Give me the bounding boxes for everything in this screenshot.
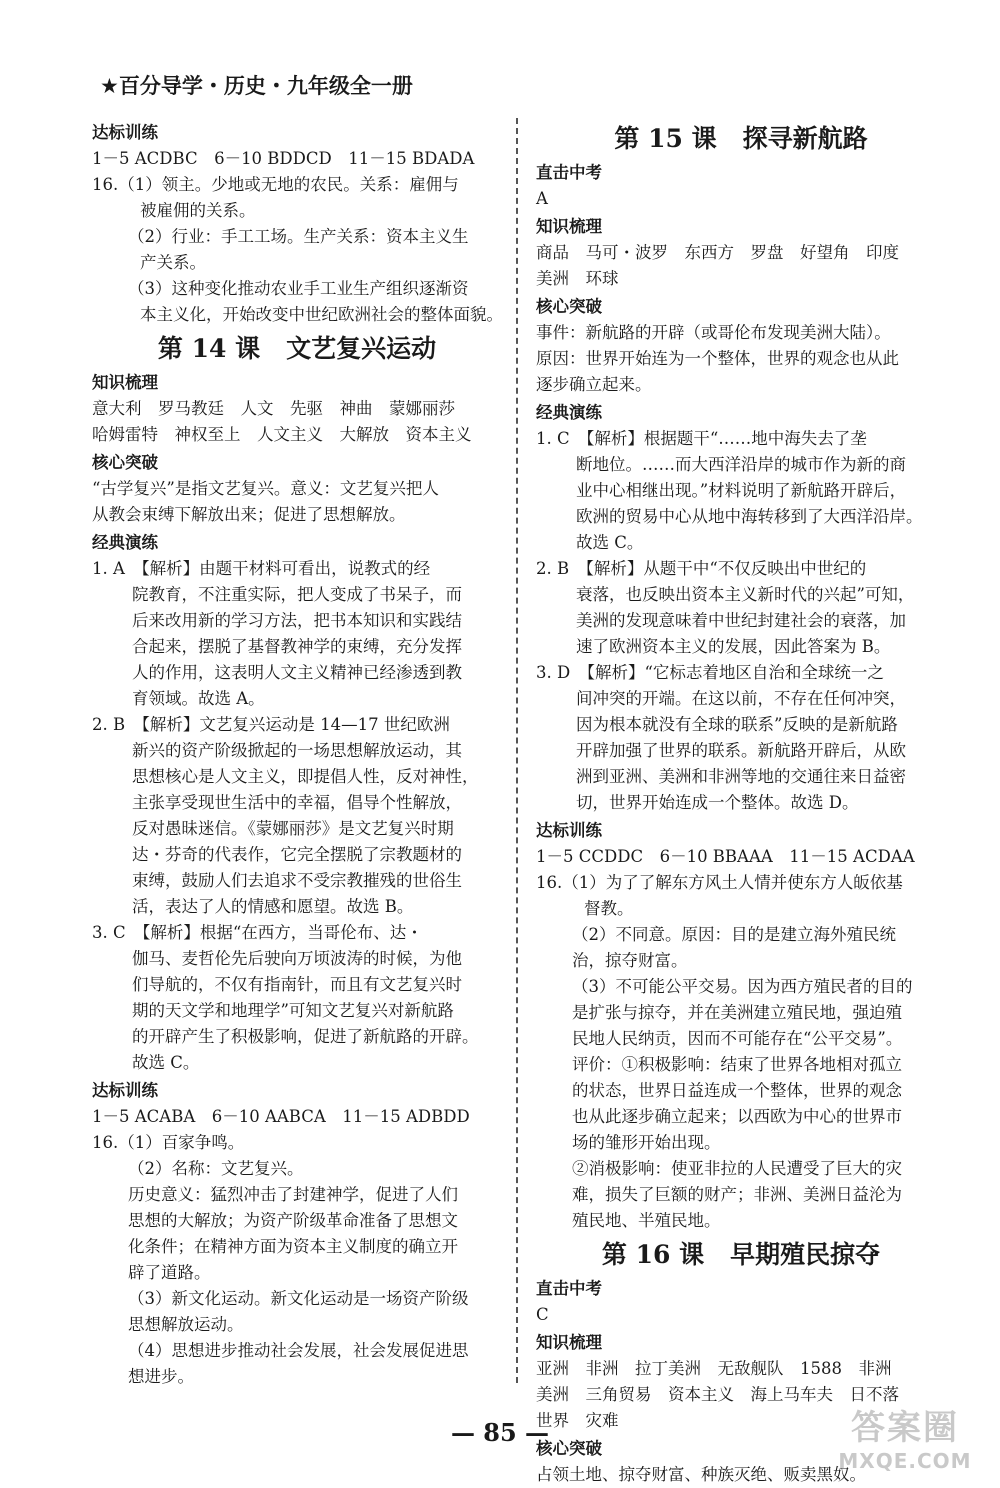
answer-line: 洲到亚洲、美洲和非洲等地的交通往来日益密 [576,767,906,786]
answer-line: 美洲 三角贸易 资本主义 海上马车夫 日不落 [536,1385,899,1404]
answer-line: 的状态，世界日益连成一个整体，世界的观念 [572,1081,902,1100]
answer-line: 1－5 ACABA 6－10 AABCA 11－15 ADBDD [92,1107,470,1126]
answer-line: 衰落，也反映出资本主义新时代的兴起”可知， [576,585,915,604]
answer-line: （4）思想进步推动社会发展，社会发展促进思 [128,1341,469,1360]
answer-line: A [536,189,548,208]
answer-line: 故选 C。 [132,1053,200,1072]
answer-line: 逐步确立起来。 [536,375,652,394]
answer-line: 院教育，不注重实际，把人变成了书呆子，而 [132,585,462,604]
answer-line: 后来改用新的学习方法，把书本知识和实践结 [132,611,462,630]
watermark-top: 答案圈 [851,1408,959,1448]
answer-line: 间冲突的开端。在这以前，不存在任何冲突， [576,689,906,708]
answer-line: 亚洲 非洲 拉丁美洲 无敌舰队 1588 非洲 [536,1359,892,1378]
answer-line: 欧洲的贸易中心从地中海转移到了大西洋沿岸。 [576,507,923,526]
lesson-name: 早期殖民掠夺 [730,1240,881,1269]
answer-line: 场的雏形开始出现。 [572,1133,721,1152]
watermark-logo [820,1400,990,1472]
answer-line: 2. B 【解析】文艺复兴运动是 14—17 世纪欧洲 [92,715,450,734]
answer-line: 伽马、麦哲伦先后驶向万顷波涛的时候，为他 [132,949,462,968]
answer-line: 化条件；在精神方面为资本主义制度的确立开 [128,1237,458,1256]
answer-line: 哈姆雷特 神权至上 人文主义 大解放 资本主义 [92,425,472,444]
page-number: — 85 — [450,1418,550,1447]
right-column [536,118,946,1488]
section-heading: 知识梳理 [536,217,602,236]
answer-line: 反对愚昧迷信。《蒙娜丽莎》是文艺复兴时期 [132,819,454,838]
answer-line: 1. C 【解析】根据题干“……地中海失去了垄 [536,429,867,448]
answer-line: 开辟加强了世界的联系。新航路开辟后，从欧 [576,741,906,760]
answer-line: 故选 C。 [576,533,644,552]
section-heading: 知识梳理 [536,1333,602,1352]
answer-line: 商品 马可・波罗 东西方 罗盘 好望角 印度 [536,243,899,262]
answer-line: 切，世界开始连成一个整体。故选 D。 [576,793,859,812]
section-heading: 达标训练 [536,821,602,840]
answer-line: ②消极影响：使亚非拉的人民遭受了巨大的灾 [572,1159,902,1178]
answer-line: 督教。 [584,899,634,918]
answer-line: 民地人民纳贡，因而不可能存在“公平交易”。 [572,1029,903,1048]
left-column [92,118,502,1390]
lesson-title [536,120,946,158]
answer-line: （3）不可能公平交易。因为西方殖民者的目的 [572,977,913,996]
answer-line: 原因：世界开始连为一个整体，世界的观念也从此 [536,349,899,368]
answer-line: 是扩张与掠夺，并在美洲建立殖民地，强迫殖 [572,1003,902,1022]
answer-line: 美洲的发现意味着中世纪封建社会的衰落，加 [576,611,906,630]
answer-line: 因为根本就没有全球的联系”反映的是新航路 [576,715,898,734]
answer-line: 历史意义：猛烈冲击了封建神学，促进了人们 [128,1185,458,1204]
answer-line: 治，掠夺财富。 [572,951,688,970]
answer-line: 们导航的，不仅有指南针，而且有文艺复兴时 [132,975,462,994]
answer-line: 16.（1）为了了解东方风土人情并使东方人皈依基 [536,873,903,892]
answer-line: 新兴的资产阶级掀起的一场思想解放运动，其 [132,741,462,760]
answer-line: 思想解放运动。 [128,1315,244,1334]
answer-line: 业中心相继出现。”材料说明了新航路开辟后， [576,481,907,500]
lesson-number: 第 14 课 [157,334,261,363]
answer-line: 活，表达了人的情感和愿望。故选 B。 [132,897,414,916]
answer-line: 世界 灾难 [536,1411,619,1430]
answer-line: 主张享受现世生活中的幸福，倡导个性解放， [132,793,462,812]
lesson-title [536,1236,946,1274]
answer-line: 占领土地、掠夺财富、种族灭绝、贩卖黑奴。 [536,1465,866,1484]
section-heading: 达标训练 [92,123,158,142]
answer-line: 殖民地、半殖民地。 [572,1211,721,1230]
section-heading: 经典演练 [92,533,158,552]
section-heading: 直击中考 [536,1279,602,1298]
book-header: ★百分导学・历史・九年级全一册 [100,74,413,98]
answer-line: 束缚，鼓励人们去追求不受宗教摧残的世俗生 [132,871,462,890]
lesson-name: 探寻新航路 [742,124,868,153]
section-heading: 核心突破 [92,453,158,472]
answer-line: 辟了道路。 [128,1263,211,1282]
answer-line: 产关系。 [140,253,206,272]
answer-line: 的开辟产生了积极影响，促进了新航路的开辟。 [132,1027,479,1046]
lesson-number: 第 16 课 [601,1240,705,1269]
answer-line: 被雇佣的关系。 [140,201,256,220]
answer-line: 达・芬奇的代表作，它完全摆脱了宗教题材的 [132,845,462,864]
section-heading: 核心突破 [536,1439,602,1458]
section-heading: 知识梳理 [92,373,158,392]
answer-line: 人的作用，这表明人文主义精神已经渗透到教 [132,663,462,682]
answer-line: 合起来，摆脱了基督教神学的束缚，充分发挥 [132,637,462,656]
lesson-number: 第 15 课 [614,124,717,153]
answer-line: 育领域。故选 A。 [132,689,265,708]
answer-line: 1－5 CCDDC 6－10 BBAAA 11－15 ACDAA [536,847,915,866]
lesson-name: 文艺复兴运动 [286,334,437,363]
answer-line: （2）名称：文艺复兴。 [128,1159,304,1178]
answer-line: 美洲 环球 [536,269,619,288]
section-heading: 核心突破 [536,297,602,316]
lesson-title [92,330,502,368]
answer-line: 3. D 【解析】“它标志着地区自治和全球统一之 [536,663,884,682]
answer-line: 评价：①积极影响：结束了世界各地相对孤立 [572,1055,902,1074]
answer-line: （3）新文化运动。新文化运动是一场资产阶级 [128,1289,469,1308]
answer-line: 事件：新航路的开辟（或哥伦布发现美洲大陆）。 [536,323,891,342]
answer-line: “古学复兴”是指文艺复兴。意义：文艺复兴把人 [92,479,439,498]
answer-line: 期的天文学和地理学”可知文艺复兴对新航路 [132,1001,454,1020]
answer-line: C [536,1305,549,1324]
answer-line: 想进步。 [128,1367,194,1386]
section-heading: 直击中考 [536,163,602,182]
answer-line: 从教会束缚下解放出来；促进了思想解放。 [92,505,406,524]
answer-line: 思想的大解放；为资产阶级革命准备了思想文 [128,1211,458,1230]
answer-line: 16.（1）百家争鸣。 [92,1133,245,1152]
answer-line: 速了欧洲资本主义的发展，因此答案为 B。 [576,637,891,656]
section-heading: 达标训练 [92,1081,158,1100]
answer-line: （3）这种变化推动农业手工业生产组织逐渐资 [128,279,469,298]
watermark-bottom: MXQE.COM [838,1449,972,1473]
answer-line: 也从此逐步确立起来；以西欧为中心的世界市 [572,1107,902,1126]
answer-line: 2. B 【解析】从题干中“不仅反映出中世纪的 [536,559,867,578]
answer-line: 本主义化，开始改变中世纪欧洲社会的整体面貌。 [140,305,503,324]
answer-line: 意大利 罗马教廷 人文 先驱 神曲 蒙娜丽莎 [92,399,455,418]
answer-line: 3. C 【解析】根据“在西方，当哥伦布、达・ [92,923,423,942]
answer-line: 难，损失了巨额的财产；非洲、美洲日益沦为 [572,1185,902,1204]
answer-line: 1－5 ACDBC 6－10 BDDCD 11－15 BDADA [92,149,475,168]
column-divider [516,118,518,1383]
answer-line: （2）行业：手工工场。生产关系：资本主义生 [128,227,469,246]
answer-line: 16.（1）领主。少地或无地的农民。关系：雇佣与 [92,175,459,194]
answer-line: 思想核心是人文主义，即提倡人性，反对神性， [132,767,479,786]
answer-line: （2）不同意。原因：目的是建立海外殖民统 [572,925,896,944]
answer-line: 1. A 【解析】由题干材料可看出，说教式的经 [92,559,431,578]
answer-line: 断地位。……而大西洋沿岸的城市作为新的商 [576,455,906,474]
section-heading: 经典演练 [536,403,602,422]
